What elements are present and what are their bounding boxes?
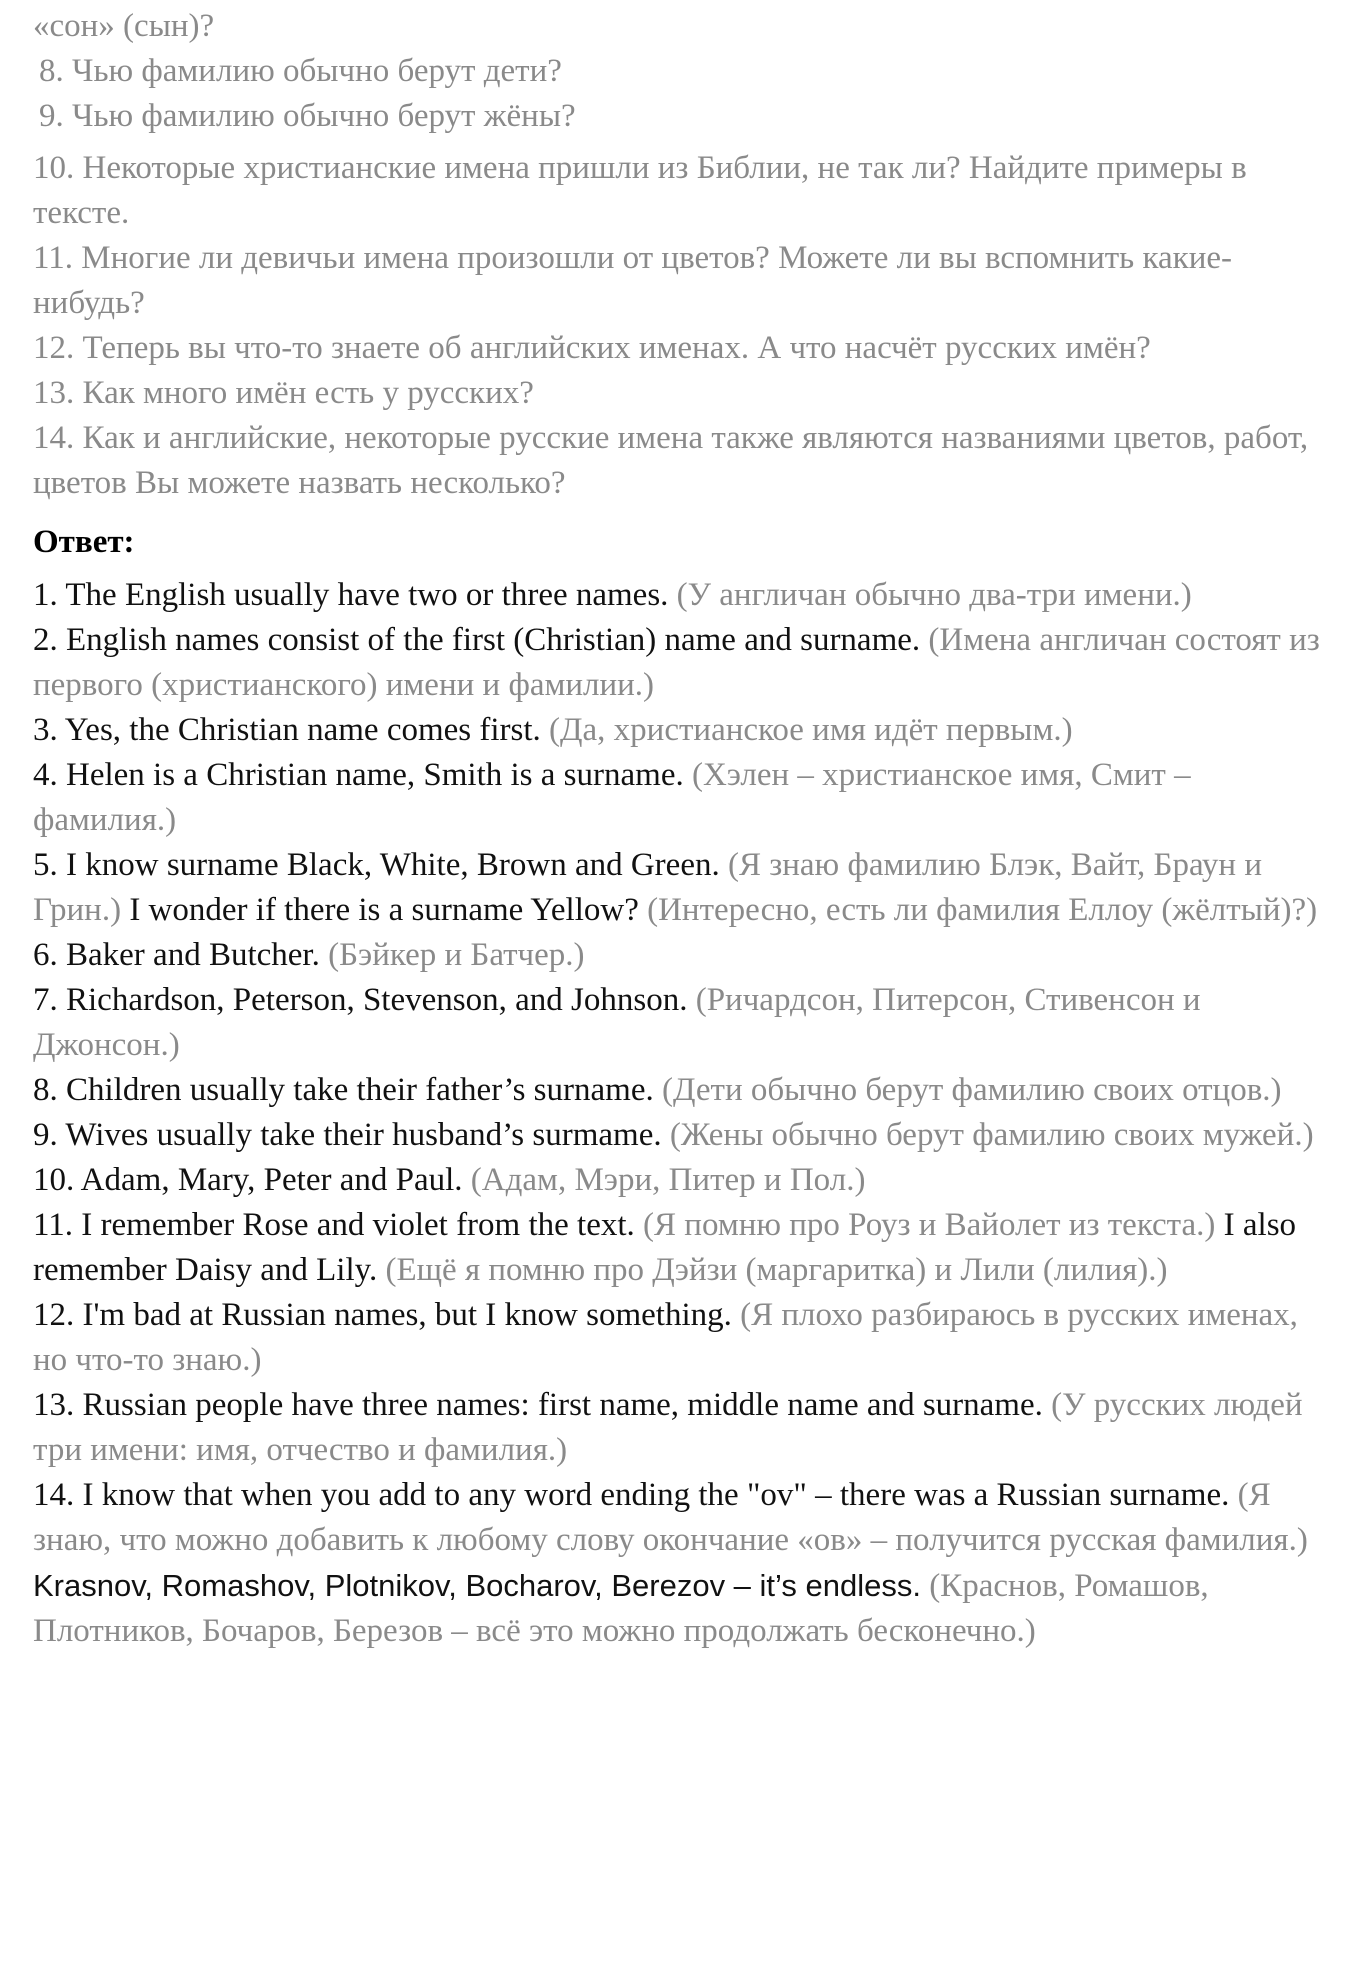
answer-5-russian-extra: (Интересно, есть ли фамилия Еллоу (жёлтый)?) <box>647 892 1318 928</box>
answer-5 <box>33 843 1333 933</box>
question-13: 13. Как много имён есть у русских? <box>33 375 534 411</box>
answer-8-english: 8. Children usually take their father’s surname. <box>33 1072 654 1108</box>
answer-9-russian: (Жены обычно берут фамилию своих мужей.) <box>669 1117 1314 1153</box>
answer-5-english-extra: I wonder if there is a surname Yellow? <box>129 892 639 928</box>
answer-7 <box>33 978 1333 1068</box>
answer-9 <box>33 1113 1333 1158</box>
answer-5-english: 5. I know surname Black, White, Brown and Green. <box>33 847 720 883</box>
question-10: 10. Некоторые христианские имена пришли из Библии, не так ли? Найдите примеры в тексте. <box>33 150 1247 231</box>
answer-14-english-extra: Krasnov, Romashov, Plotnikov, Bocharov, Berezov – it’s endless. <box>33 1568 921 1603</box>
answer-1-russian: (У англичан обычно два-три имени.) <box>676 577 1192 613</box>
answer-12-english: 12. I'm bad at Russian names, but I know something. <box>33 1297 732 1333</box>
answer-11 <box>33 1203 1333 1293</box>
question-9: 9. Чью фамилию обычно берут жёны? <box>39 98 576 134</box>
answer-6-english: 6. Baker and Butcher. <box>33 937 320 973</box>
answer-4 <box>33 753 1333 843</box>
answer-3 <box>33 708 1333 753</box>
answer-7-english: 7. Richardson, Peterson, Stevenson, and Johnson. <box>33 982 688 1018</box>
answer-14 <box>33 1473 1333 1654</box>
question-8: 8. Чью фамилию обычно берут дети? <box>39 53 562 89</box>
answer-11-russian-extra: (Ещё я помню про Дэйзи (маргаритка) и Лили (лилия).) <box>385 1252 1168 1288</box>
answer-5-russian: (Я знаю фамилию Блэк, Вайт, Браун и Грин.) <box>33 847 1262 928</box>
document-page <box>33 4 1333 1654</box>
answer-8-russian: (Дети обычно берут фамилию своих отцов.) <box>661 1072 1282 1108</box>
answer-13 <box>33 1383 1333 1473</box>
answer-11-russian: (Я помню про Роуз и Вайолет из текста.) <box>643 1207 1216 1243</box>
answer-14-russian-extra: (Краснов, Ромашов, Плотников, Бочаров, Березов – всё это можно продолжать бесконечно.) <box>33 1568 1209 1649</box>
answer-13-russian: (У русских людей три имени: имя, отчество и фамилия.) <box>33 1387 1303 1468</box>
answer-9-english: 9. Wives usually take their husband’s surmame. <box>33 1117 662 1153</box>
answer-4-russian: (Хэлен – христианское имя, Смит – фамилия.) <box>33 757 1191 838</box>
answer-2-russian: (Имена англичан состоят из первого (христианского) имени и фамилии.) <box>33 622 1320 703</box>
question-12: 12. Теперь вы что-то знаете об английских именах. А что насчёт русских имён? <box>33 330 1151 366</box>
answer-12 <box>33 1293 1333 1383</box>
answer-11-english: 11. I remember Rose and violet from the text. <box>33 1207 635 1243</box>
question-14: 14. Как и английские, некоторые русские имена также являются названиями цветов, работ, цветов Вы можете назвать несколько? <box>33 420 1309 501</box>
answer-6-russian: (Бэйкер и Батчер.) <box>328 937 585 973</box>
answer-3-russian: (Да, христианское имя идёт первым.) <box>549 712 1073 748</box>
answer-11-english-extra: I also remember Daisy and Lily. <box>33 1207 1297 1288</box>
answer-14-russian: (Я знаю, что можно добавить к любому слову окончание «ов» – получится русская фамилия.) <box>33 1477 1308 1558</box>
answer-heading: Ответ: <box>33 524 135 560</box>
answer-13-english: 13. Russian people have three names: first name, middle name and surname. <box>33 1387 1043 1423</box>
answer-3-english: 3. Yes, the Christian name comes first. <box>33 712 541 748</box>
answer-1-english: 1. The English usually have two or three names. <box>33 577 669 613</box>
answer-10-english: 10. Adam, Mary, Peter and Paul. <box>33 1162 463 1198</box>
answer-6 <box>33 933 1333 978</box>
answer-1 <box>33 573 1333 618</box>
question-11: 11. Многие ли девичьи имена произошли от цветов? Можете ли вы вспомнить какие-нибудь? <box>33 240 1232 321</box>
answer-10 <box>33 1158 1333 1203</box>
answer-10-russian: (Адам, Мэри, Питер и Пол.) <box>470 1162 866 1198</box>
question-7-tail: «сон» (сын)? <box>33 8 215 44</box>
answer-2 <box>33 618 1333 708</box>
answer-2-english: 2. English names consist of the first (Christian) name and surname. <box>33 622 921 658</box>
answer-7-russian: (Ричардсон, Питерсон, Стивенсон и Джонсон.) <box>33 982 1201 1063</box>
answer-4-english: 4. Helen is a Christian name, Smith is a surname. <box>33 757 684 793</box>
answer-12-russian: (Я плохо разбираюсь в русских именах, но что-то знаю.) <box>33 1297 1298 1378</box>
answer-14-english: 14. I know that when you add to any word ending the "ov" – there was a Russian surname. <box>33 1477 1230 1513</box>
answer-8 <box>33 1068 1333 1113</box>
